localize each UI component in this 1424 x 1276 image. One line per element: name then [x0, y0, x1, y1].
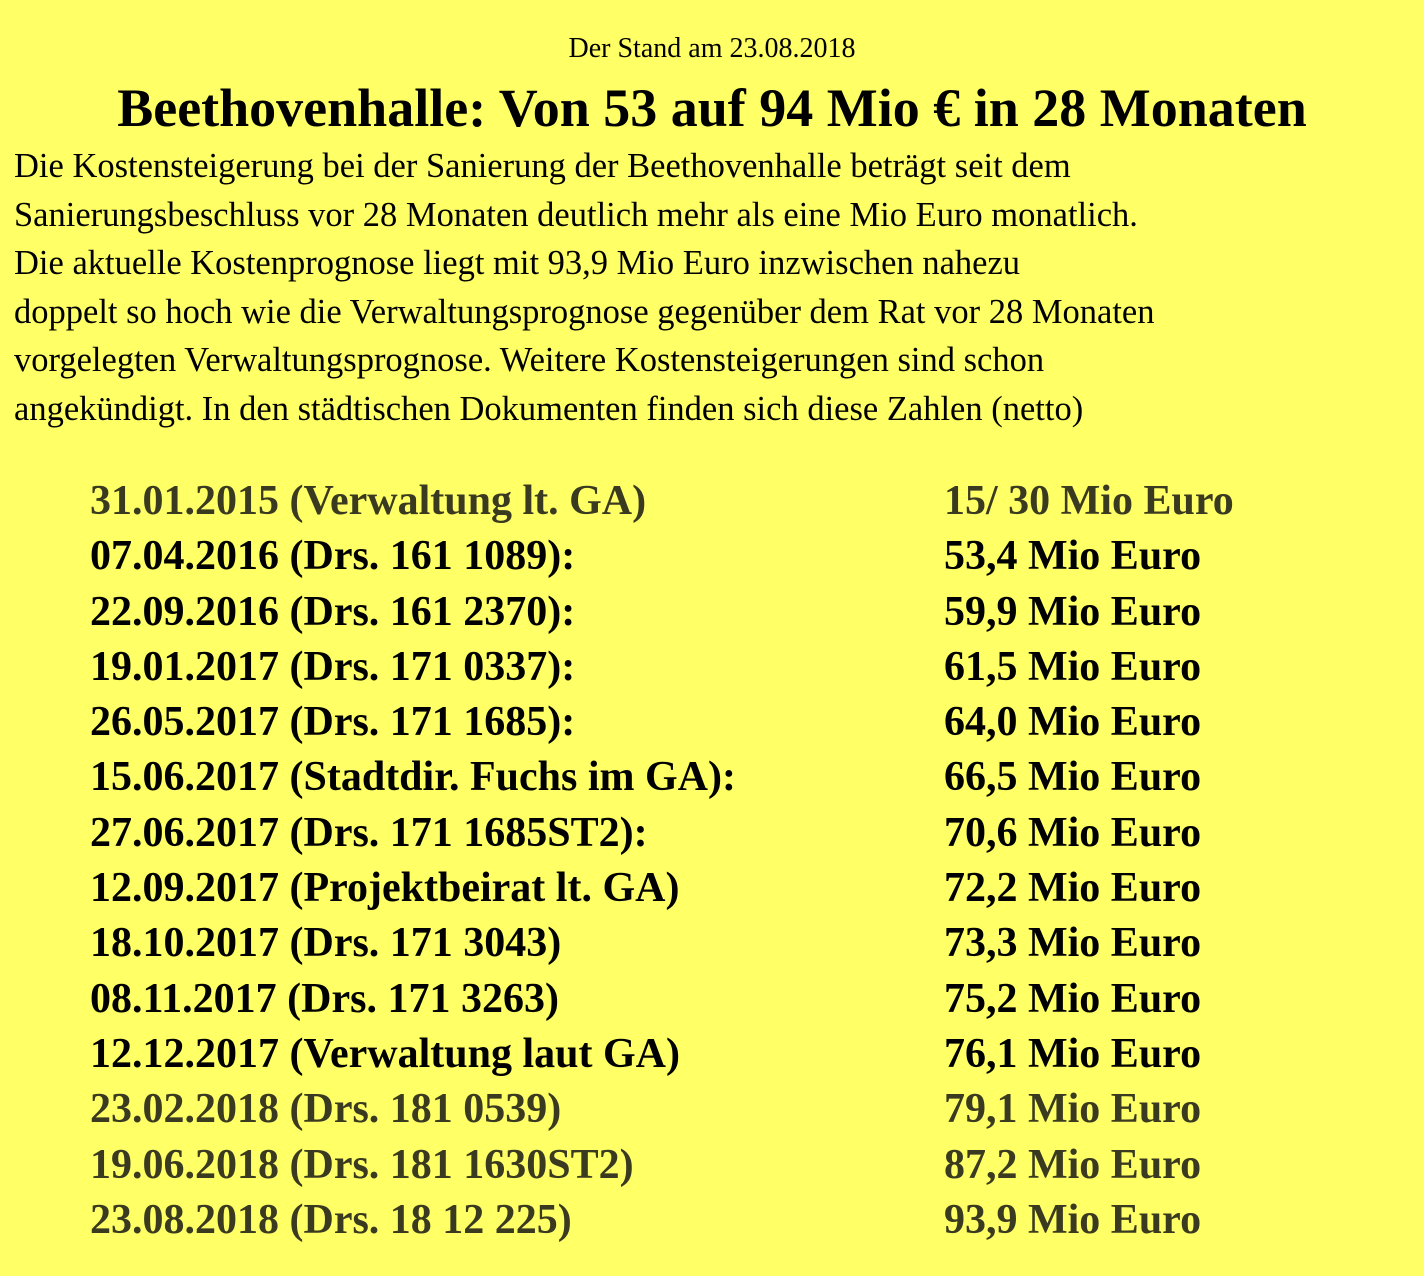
cost-row-date-source: 19.06.2018 (Drs. 181 1630ST2)	[90, 1141, 634, 1188]
cost-row-date-source: 12.09.2017 (Projektbeirat lt. GA)	[90, 865, 680, 912]
cost-row-date-source: 12.12.2017 (Verwaltung laut GA)	[90, 1030, 680, 1077]
cost-list	[0, 474, 1424, 1248]
cost-row	[0, 1027, 1424, 1082]
cost-row	[0, 1138, 1424, 1193]
cost-row	[0, 861, 1424, 916]
cost-row-date-source: 15.06.2017 (Stadtdir. Fuchs im GA):	[90, 754, 736, 801]
intro-line: Die Kostensteigerung bei der Sanierung der Beethovenhalle beträgt seit dem	[14, 147, 1071, 185]
cost-row-amount: 93,9 Mio Euro	[944, 1196, 1202, 1243]
cost-row-date-source: 26.05.2017 (Drs. 171 1685):	[90, 699, 576, 746]
cost-row-amount: 76,1 Mio Euro	[944, 1030, 1202, 1077]
intro-line: doppelt so hoch wie die Verwaltungsprognose gegenüber dem Rat vor 28 Monaten	[14, 292, 1155, 331]
cost-row-amount: 75,2 Mio Euro	[944, 975, 1202, 1022]
page-title: Beethovenhalle: Von 53 auf 94 Mio € in 28 Monaten	[117, 78, 1307, 138]
intro-paragraph	[14, 142, 1422, 433]
cost-row-amount: 53,4 Mio Euro	[944, 533, 1202, 580]
cost-row-date-source: 08.11.2017 (Drs. 171 3263)	[90, 975, 559, 1022]
cost-row-amount: 59,9 Mio Euro	[944, 588, 1202, 635]
cost-row	[0, 585, 1424, 640]
cost-row-date-source: 19.01.2017 (Drs. 171 0337):	[90, 643, 576, 690]
cost-row	[0, 695, 1424, 750]
intro-line: Die aktuelle Kostenprognose liegt mit 93,9 Mio Euro inzwischen nahezu	[14, 244, 1021, 282]
cost-row-date-source: 23.08.2018 (Drs. 18 12 225)	[90, 1196, 572, 1243]
cost-row	[0, 750, 1424, 805]
cost-row	[0, 806, 1424, 861]
cost-row	[0, 1082, 1424, 1137]
cost-row-date-source: 07.04.2016 (Drs. 161 1089):	[90, 533, 576, 580]
cost-row-amount: 79,1 Mio Euro	[944, 1086, 1202, 1133]
cost-row	[0, 474, 1424, 529]
cost-row	[0, 529, 1424, 584]
cost-row	[0, 1193, 1424, 1248]
cost-row-date-source: 31.01.2015 (Verwaltung lt. GA)	[90, 478, 647, 524]
cost-row-amount: 70,6 Mio Euro	[944, 809, 1202, 856]
status-date: Der Stand am 23.08.2018	[568, 33, 856, 64]
cost-row-amount: 64,0 Mio Euro	[944, 699, 1202, 746]
cost-row-date-source: 22.09.2016 (Drs. 161 2370):	[90, 588, 576, 635]
cost-row-amount: 15/ 30 Mio Euro	[944, 478, 1234, 524]
cost-row	[0, 916, 1424, 971]
cost-row	[0, 640, 1424, 695]
intro-line: angekündigt. In den städtischen Dokumenten finden sich diese Zahlen (netto)	[14, 389, 1084, 428]
cost-row-amount: 87,2 Mio Euro	[944, 1141, 1202, 1188]
intro-line: vorgelegten Verwaltungsprognose. Weitere Kostensteigerungen sind schon	[14, 341, 1045, 379]
cost-row-amount: 72,2 Mio Euro	[944, 865, 1202, 912]
intro-line: Sanierungsbeschluss vor 28 Monaten deutlich mehr als eine Mio Euro monatlich.	[14, 195, 1138, 234]
cost-row-amount: 73,3 Mio Euro	[944, 920, 1202, 967]
cost-row-date-source: 23.02.2018 (Drs. 181 0539)	[90, 1086, 562, 1133]
cost-row	[0, 972, 1424, 1027]
cost-row-date-source: 27.06.2017 (Drs. 171 1685ST2):	[90, 809, 648, 856]
cost-row-date-source: 18.10.2017 (Drs. 171 3043)	[90, 920, 562, 967]
cost-row-amount: 66,5 Mio Euro	[944, 754, 1202, 801]
cost-row-amount: 61,5 Mio Euro	[944, 643, 1202, 690]
